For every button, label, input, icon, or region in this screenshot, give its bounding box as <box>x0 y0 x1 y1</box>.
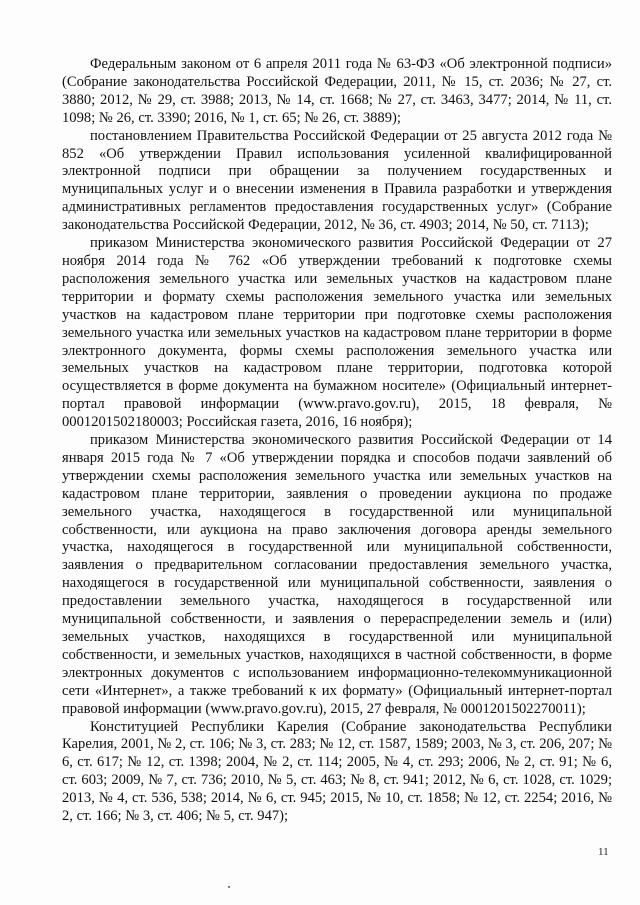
document-body <box>62 56 612 826</box>
paragraph-electronic-signature-law: Федеральным законом от 6 апреля 2011 года № 63-ФЗ «Об электронной подписи» (Собрание законодательства Российской Федерации, 2011, № 15, ст. 2036; № 27, ст. 3880; 2012, № 29, ст. 3988; 2013, № 14, ст. 1668; № 27, ст. 3463, 3477; 2014, № 11, ст. 1098; № 26, ст. 3390; 2016, № 1, ст. 65; № 26, ст. 3889); <box>62 56 612 126</box>
paragraph-order-762: приказом Министерства экономического развития Российской Федерации от 27 ноября 2014 года № 762 «Об утверждении требований к подготовке схемы расположения земельного участка или земельных участков на кадастровом плане территории и формату схемы расположения земельного участка или земельных участков на кадастровом плане территории при подготовке схемы расположения земельного участка или земельных участков на кадастровом плане территории в форме электронного документа, формы схемы расположения земельного участка или земельных участков на кадастровом плане территории, подготовка которой осуществляется в форме документа на бумажном носителе» (Официальный интернет-портал правовой информации (www.pravo.gov.ru), 2015, 18 февраля, № 0001201502180003; Российская газета, 2016, 16 ноября); <box>62 235 612 431</box>
paragraph-order-7: приказом Министерства экономического развития Российской Федерации от 14 января 2015 года № 7 «Об утверждении порядка и способов подачи заявлений об утверждении схемы расположения земельного участка или земельных участков на кадастровом плане территории, заявления о проведении аукциона по продаже земельного участка, находящегося в государственной или муниципальной собственности, или аукциона на право заключения договора аренды земельного участка, находящегося в государственной или муниципальной собственности, заявления о предварительном согласовании предоставления земельного участка, находящегося в государственной или муниципальной собственности, заявления о предоставлении земельного участка, находящегося в государственной или муниципальной собственности, и заявления о перераспределении земель и (или) земельных участков, находящихся в государственной или муниципальной собственности, и земельных участков, находящихся в частной собственности, в форме электронных документов с использованием информационно-телекоммуникационной сети «Интернет», а также требований к их формату» (Официальный интернет-портал правовой информации (www.pravo.gov.ru), 2015, 27 февраля, № 0001201502270011); <box>62 432 612 717</box>
page-number: 11 <box>598 846 609 858</box>
paragraph-karelia-constitution: Конституцией Республики Карелия (Собрание законодательства Республики Карелия, 2001, № 2, ст. 106; № 3, ст. 283; № 12, ст. 1587, 1589; 2003, № 3, ст. 206, 207; № 6, ст. 617; № 12, ст. 1398; 2004, № 2, ст. 114; 2005, № 4, ст. 293; 2006, № 2, ст. 91; № 6, ст. 603; 2009, № 7, ст. 736; 2010, № 5, ст. 463; № 8, ст. 941; 2012, № 6, ст. 1028, ст. 1029; 2013, № 4, ст. 536, 538; 2014, № 6, ст. 945; 2015, № 10, ст. 1858; № 12, ст. 2254; 2016, № 2, ст. 166; № 3, ст. 406; № 5, ст. 947); <box>62 718 612 825</box>
scan-artifact-dot <box>228 886 230 888</box>
paragraph-government-decree-852: постановлением Правительства Российской Федерации от 25 августа 2012 года № 852 «Об утверждении Правил использования усиленной квалифицированной электронной подписи при обращении за получением государственных и муниципальных услуг и о внесении изменения в Правила разработки и утверждения административных регламентов предоставления государственных услуг» (Собрание законодательства Российской Федерации, 2012, № 36, ст. 4903; 2014, № 50, ст. 7113); <box>62 127 612 234</box>
